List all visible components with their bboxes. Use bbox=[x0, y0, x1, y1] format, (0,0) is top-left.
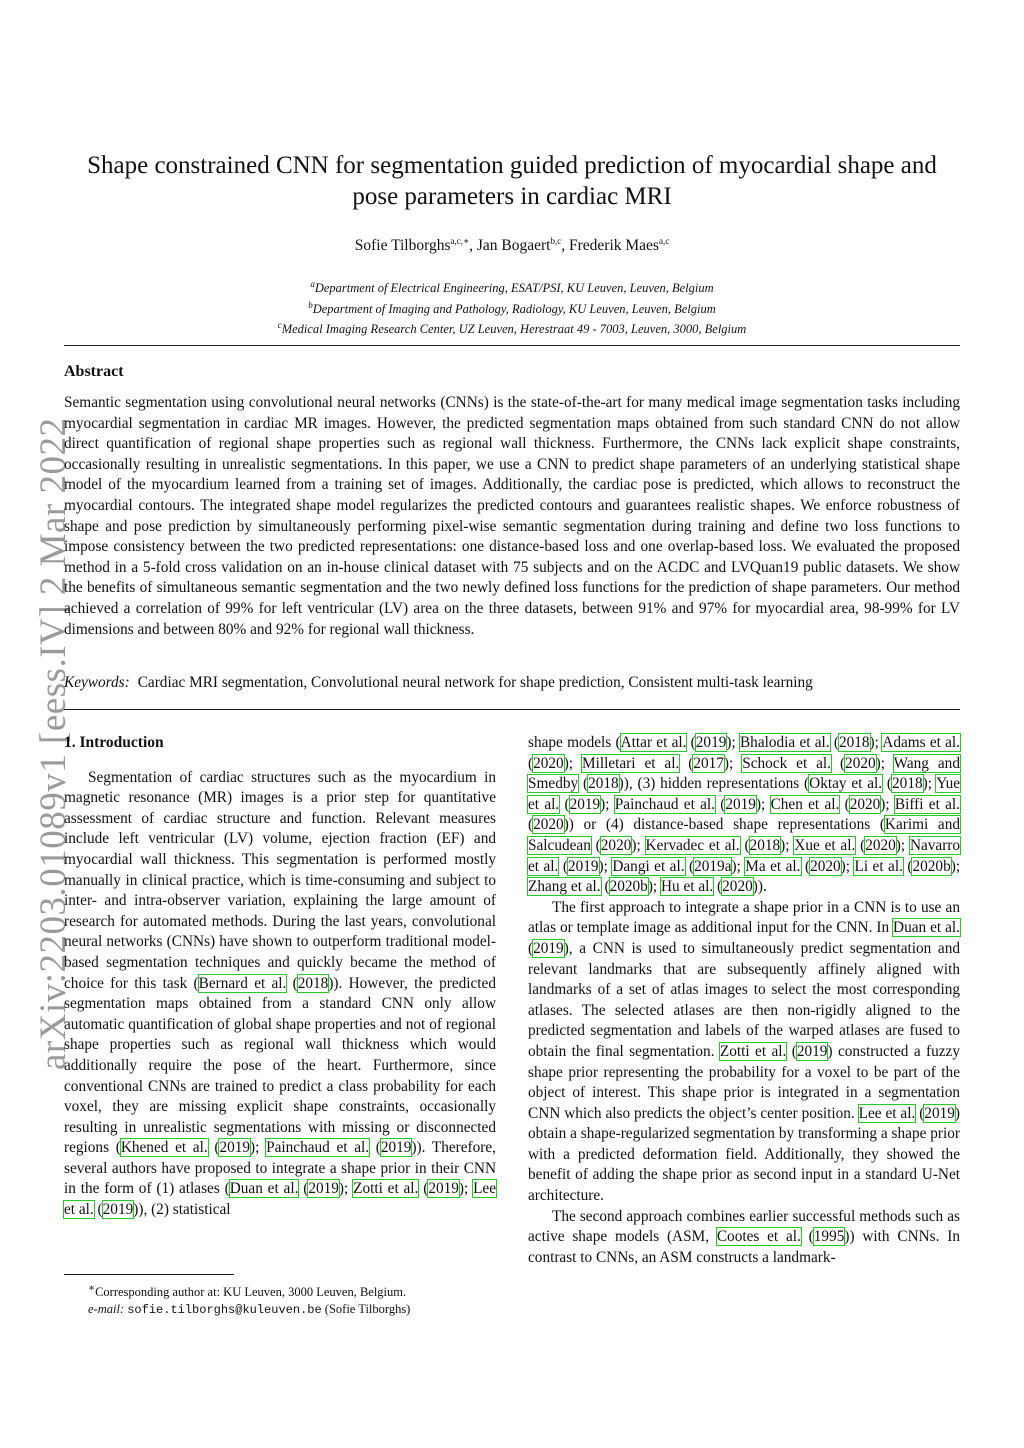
citation-link[interactable]: 2018 bbox=[297, 974, 329, 992]
citation-link[interactable]: Biffi et al. bbox=[894, 795, 960, 813]
citation-link[interactable]: Painchaud et al. bbox=[614, 795, 715, 813]
author-affil-mark: b,c bbox=[550, 236, 562, 246]
citation-link[interactable]: Kervadec et al. bbox=[645, 836, 740, 854]
paper-title: Shape constrained CNN for segmentation guided prediction of myocardial shape and pose parameters in cardiac MRI bbox=[87, 152, 937, 210]
citation-link[interactable]: 2019 bbox=[428, 1180, 459, 1198]
author-affil-mark: a,c bbox=[658, 236, 670, 246]
citation-link[interactable]: 2019 bbox=[380, 1139, 412, 1157]
citation-link[interactable]: Zotti et al. bbox=[353, 1180, 419, 1198]
citation-link[interactable]: Wang and Smedby bbox=[528, 754, 960, 793]
citation-link[interactable]: 2020 bbox=[533, 754, 564, 772]
citation-link[interactable]: 2018 bbox=[749, 836, 781, 854]
paragraph: Segmentation of cardiac structures such as the myocardium in magnetic resonance (MR) images is a prior step for quantitative assessment of cardiac structure and function. Relevant measures include left ventricular (LV) volume, ejection fraction (EF) and myocardial wall thickness. This segmentation is performed mostly manually in clinical practice, which is time-consuming and subject to inter- and intra-observer variation, explaining the large amount of research for automated methods. During the last years, convolutional neural networks (CNNs) have shown to outperform traditional model-based segmentation techniques and quickly became the method of choice for this task (Bernard et al. (2018)). However, the predicted segmentation maps obtained from a standard CNN only allow automatic quantification of global shape properties and not of regional shape properties such as regional wall thickness which would additionally require the pose of the heart. Furthermore, since conventional CNNs are trained to predict a class probability for each voxel, they are missing explicit shape constraints, occasionally resulting in unrealistic segmentations with missing or disconnected regions (Khened et al. (2019); Painchaud et al. (2019)). Therefore, several authors have proposed to integrate a shape prior in their CNN in the form of (1) atlases (Duan et al. (2019); Zotti et al. (2019); Lee et al. (2019)), (2) statistical bbox=[64, 768, 497, 1219]
citation-link[interactable]: 2019a bbox=[694, 857, 732, 875]
citation-link[interactable]: 2019 bbox=[567, 857, 599, 875]
citation-link[interactable]: 2019 bbox=[569, 795, 601, 813]
right-column-body bbox=[528, 733, 960, 1268]
left-column-body bbox=[64, 768, 496, 1221]
citation-link[interactable]: 2019 bbox=[695, 734, 727, 751]
footnote-line: ∗Corresponding author at: KU Leuven, 3000 Leuven, Belgium. bbox=[88, 1283, 407, 1300]
arxiv-id: arXiv:2203.01089v1 [eess.IV] 2 Mar 2022 bbox=[33, 417, 74, 1070]
citation-link[interactable]: Xue et al. bbox=[794, 836, 856, 854]
citation-link[interactable]: Zotti et al. bbox=[719, 1042, 787, 1060]
section-heading: 1. Introduction bbox=[64, 734, 164, 751]
citation-link[interactable]: Bhalodia et al. bbox=[739, 734, 830, 751]
citation-link[interactable]: 2020 bbox=[722, 878, 753, 896]
citation-link[interactable]: Adams et al. bbox=[882, 734, 961, 751]
author: Jan Bogaert bbox=[476, 237, 551, 255]
citation-link[interactable]: Yue et al. bbox=[528, 775, 961, 813]
citation-link[interactable]: 2020 bbox=[865, 836, 896, 854]
citation-link[interactable]: Karimi and Salcudean bbox=[528, 816, 960, 854]
citation-link[interactable]: Duan et al. bbox=[893, 919, 960, 937]
citation-link[interactable]: Navarro et al. bbox=[528, 836, 961, 875]
citation-link[interactable]: 2020 bbox=[533, 816, 564, 834]
citation-link[interactable]: 2020b bbox=[609, 878, 648, 896]
citation-link[interactable]: 2020 bbox=[845, 754, 876, 772]
affiliation: $^c$Medical Imaging Research Center, UZ Leuven, Herestraat 49 - 7003, Leuven, 3000, Belgium bbox=[277, 320, 747, 337]
citation-link[interactable]: 2018 bbox=[892, 775, 923, 793]
citation-link[interactable]: 2020b bbox=[912, 857, 951, 875]
affiliation: $^b$Department of Imaging and Pathology, Radiology, KU Leuven, Leuven, Belgium bbox=[308, 299, 716, 316]
keywords-text: Cardiac MRI segmentation, Convolutional neural network for shape prediction, Consistent multi-task learning bbox=[137, 674, 813, 691]
citation-link[interactable]: Lee et al. bbox=[64, 1180, 497, 1219]
affiliations bbox=[64, 276, 960, 338]
citation-link[interactable]: 2019 bbox=[533, 939, 564, 957]
citation-link[interactable]: 2018 bbox=[588, 775, 619, 793]
citation-link[interactable]: Khened et al. bbox=[120, 1139, 208, 1157]
citation-link[interactable]: Cootes et al. bbox=[716, 1228, 801, 1246]
citation-link[interactable]: Oktay et al. bbox=[809, 775, 883, 793]
paragraph: shape models (Attar et al. (2019); Bhalodia et al. (2018); Adams et al. (2020); Milletari et al. (2017); Schock et al. (2020); Wang and Smedby (2018)), (3) hidden representations (Oktay et al. (2018); Yue et al. (2019); Painchaud et al. (2019); Chen et al. (2020); Biffi et al. (2020)) or (4) distance-based shape representations (Karimi and Salcudean (2020); Kervadec et al. (2018); Xue et al. (2020); Navarro et al. (2019); Dangi et al. (2019a); Ma et al. (2020); Li et al. (2020b); Zhang et al. (2020b); Hu et al. (2020)). bbox=[528, 734, 961, 896]
citation-link[interactable]: 2020 bbox=[600, 836, 632, 854]
citation-link[interactable]: Bernard et al. bbox=[198, 974, 287, 992]
abstract-text: Semantic segmentation using convolutional neural networks (CNNs) is the state-of-the-art for many medical image segmentation tasks including myocardial segmentation in cardiac MR images. However, the predicted segmentation maps obtained from such standard CNN do not allow direct quantification of regional shape properties such as regional wall thickness. Furthermore, the CNNs lack explicit shape constraints, occasionally resulting in unrealistic segmentations. In this paper, we use a CNN to predict shape parameters of an underlying statistical shape model of the myocardium learned from a training set of images. Additionally, the cardiac pose is predicted, which allows to reconstruct the myocardial contours. The integrated shape model regularizes the predicted contours and guarantees realistic shapes. We enforce robustness of shape and pose prediction by simultaneously performing pixel-wise semantic segmentation during training and define two loss functions to impose consistency between the two predicted representations: one distance-based loss and one overlap-based loss. We evaluated the proposed method in a 5-fold cross validation on an in-house clinical dataset with 75 subjects and on the ACDC and LVQuan19 public datasets. We show the benefits of simultaneous semantic segmentation and the two newly defined loss functions for the prediction of shape parameters. Our method achieved a correlation of 99% for left ventricular (LV) area on the three datasets, between 91% and 97% for myocardial area, 98-99% for LV dimensions and between 80% and 92% for regional wall thickness. bbox=[64, 394, 960, 638]
paragraph: The second approach combines earlier successful methods such as active shape models (ASM, Cootes et al. (1995)) with CNNs. In contrast to CNNs, an ASM constructs a landmark- bbox=[528, 1207, 960, 1266]
citation-link[interactable]: 2017 bbox=[693, 754, 724, 772]
citation-link[interactable]: 2020 bbox=[810, 857, 841, 875]
citation-link[interactable]: 2019 bbox=[796, 1042, 828, 1060]
paragraph: The first approach to integrate a shape prior in a CNN is to use an atlas or template image as additional input for the CNN. In Duan et al. (2019), a CNN is used to simultaneously predict segmentation and relevant landmarks that are subsequently affinely aligned with landmarks of a set of atlas images to select the most corresponding atlases. The selected atlases are then non-rigidly aligned to the predicted segmentation and labels of the warped atlases are fused to obtain the final segmentation. Zotti et al. (2019) constructed a fuzzy shape prior representing the probability for a voxel to be part of the object of interest. This shape prior is integrated in a segmentation CNN which also predicts the object’s center position. Lee et al. (2019) obtain a shape-regularized segmentation by transforming a shape prior with a predicted deformation field. Additionally, they showed the benefit of adding the shape prior as second input in a standard U-Net architecture. bbox=[528, 898, 960, 1205]
header-rule bbox=[64, 345, 960, 346]
author-affil-mark: a,c,∗ bbox=[450, 236, 470, 246]
citation-link[interactable]: 2020 bbox=[849, 795, 881, 813]
footnote-rule bbox=[64, 1274, 234, 1275]
citation-link[interactable]: 2019 bbox=[219, 1139, 251, 1157]
citation-link[interactable]: Duan et al. bbox=[229, 1180, 299, 1198]
citation-link[interactable]: Hu et al. bbox=[660, 878, 714, 896]
keywords-label: Keywords: bbox=[64, 674, 130, 691]
citation-link[interactable]: Painchaud et al. bbox=[266, 1139, 370, 1157]
author-list: Sofie Tilborghs$^{a,c,∗}$, Jan Bogaert$^{b,c}$, Frederik Maes$^{a,c}$ bbox=[354, 236, 670, 255]
footnote bbox=[64, 1280, 496, 1319]
author: Frederik Maes bbox=[569, 237, 659, 255]
right-column bbox=[528, 733, 960, 1268]
citation-link[interactable]: Attar et al. bbox=[620, 734, 687, 751]
author: Sofie Tilborghs bbox=[354, 237, 451, 255]
left-column bbox=[64, 733, 496, 1221]
citation-link[interactable]: 2019 bbox=[102, 1201, 134, 1219]
affiliation: $^a$Department of Electrical Engineering, ESAT/PSI, KU Leuven, Leuven, Belgium bbox=[310, 279, 714, 296]
citation-link[interactable]: 1995 bbox=[813, 1228, 845, 1246]
citation-link[interactable]: Ma et al. bbox=[745, 857, 801, 875]
citation-link[interactable]: Milletari et al. bbox=[581, 754, 680, 772]
citation-link[interactable]: 2019 bbox=[725, 795, 756, 813]
email-link[interactable]: sofie.tilborghs@kuleuven.be bbox=[127, 1303, 322, 1318]
footnote-email-line: e-mail: sofie.tilborghs@kuleuven.be (Sofie Tilborghs) bbox=[88, 1302, 411, 1318]
citation-link[interactable]: Lee et al. bbox=[858, 1104, 916, 1122]
abstract-rule bbox=[64, 709, 960, 710]
citation-link[interactable]: Dangi et al. bbox=[612, 857, 685, 875]
citation-link[interactable]: Chen et al. bbox=[770, 795, 840, 813]
citation-link[interactable]: Zhang et al. bbox=[528, 878, 601, 896]
citation-link[interactable]: 2019 bbox=[924, 1104, 955, 1122]
citation-link[interactable]: Li et al. bbox=[854, 857, 903, 875]
citation-link[interactable]: 2019 bbox=[308, 1180, 339, 1198]
citation-link[interactable]: 2018 bbox=[838, 734, 870, 751]
abstract-heading: Abstract bbox=[64, 363, 124, 380]
keywords bbox=[64, 674, 960, 692]
citation-link[interactable]: Schock et al. bbox=[742, 754, 832, 772]
